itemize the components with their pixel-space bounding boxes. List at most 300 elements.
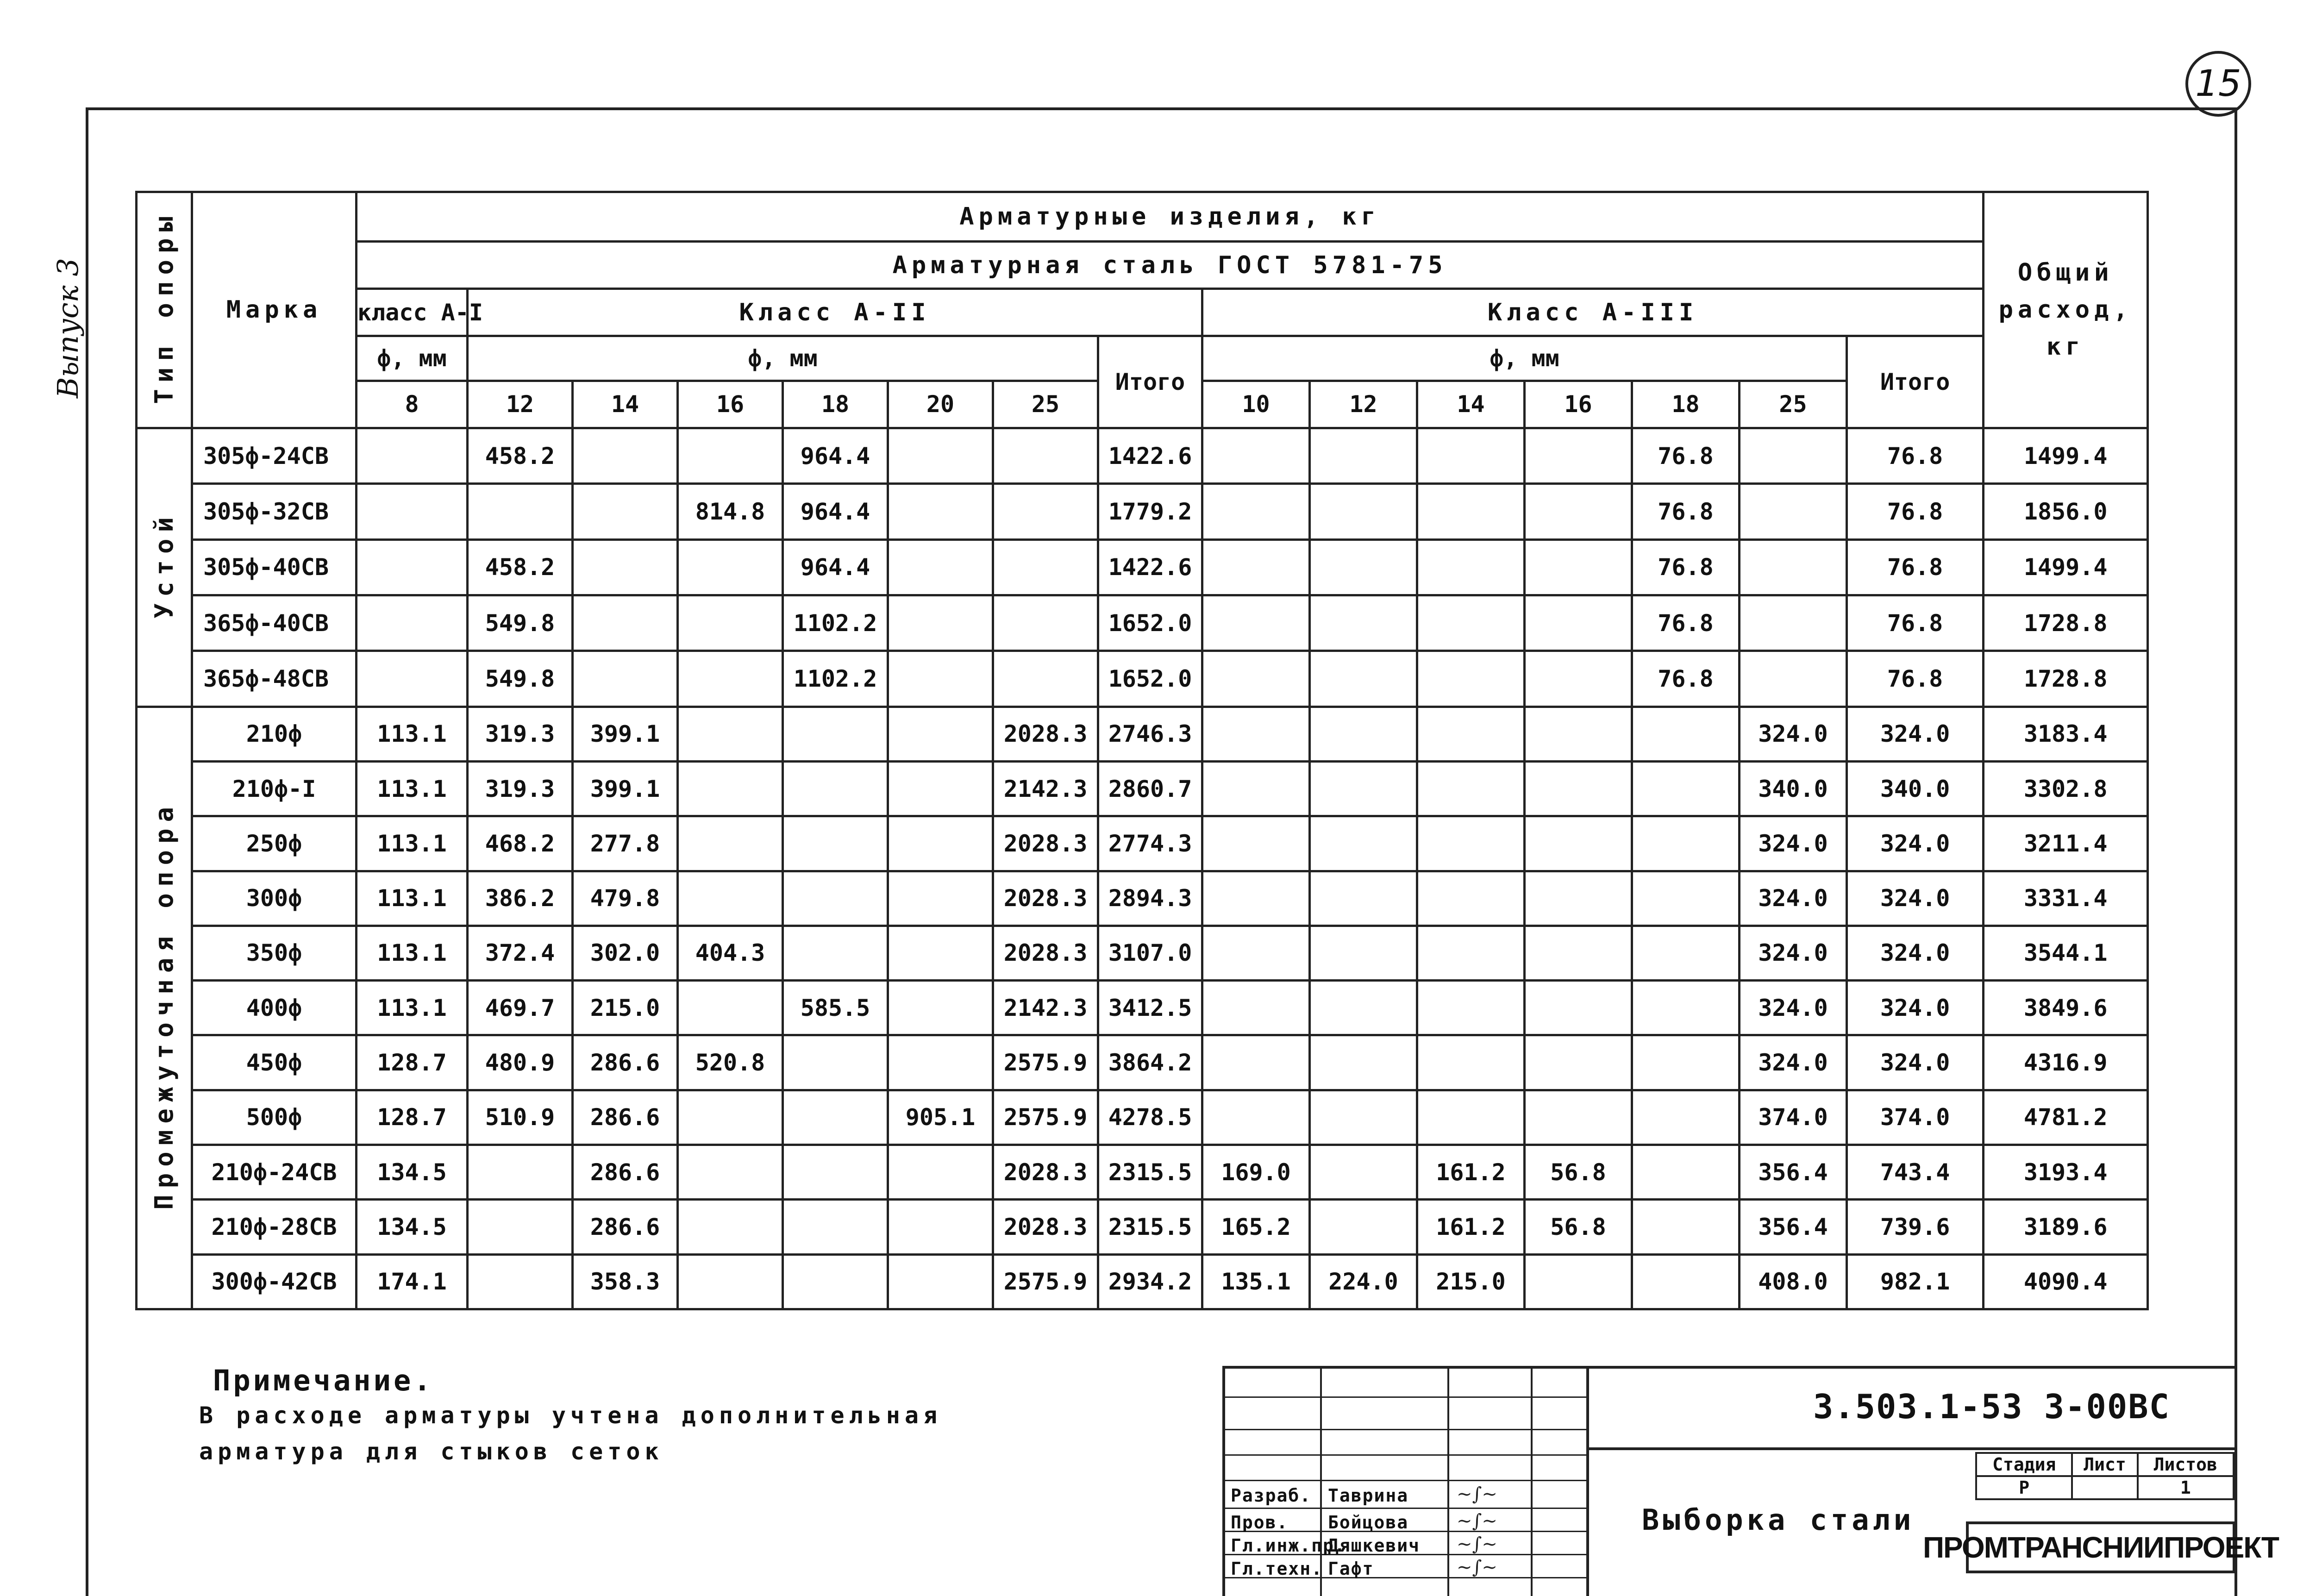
diameter-a1: 8 [357, 381, 468, 428]
overall-total: 3189.6 [1984, 1200, 2148, 1254]
col-type-header: Тип опоры [137, 192, 192, 428]
cell-a2 [678, 595, 783, 651]
cell-a2: 2575.9 [993, 1035, 1098, 1090]
cell-a3 [1310, 1145, 1417, 1200]
cell-a1: 113.1 [357, 761, 468, 816]
cell-a3: 324.0 [1740, 871, 1847, 926]
diameter-a3: 10 [1202, 381, 1310, 428]
total-a3: 76.8 [1847, 595, 1984, 651]
table-row [137, 595, 2148, 651]
cell-a2 [573, 484, 678, 539]
total-a3: 982.1 [1847, 1254, 1984, 1309]
mark-cell: 500ф [192, 1090, 357, 1145]
cell-a3 [1417, 926, 1525, 980]
header-phi-3: ф, мм [1202, 336, 1847, 381]
cell-a3 [1525, 1035, 1632, 1090]
cell-a2: 549.8 [468, 651, 573, 707]
cell-a3 [1202, 595, 1310, 651]
cell-a3 [1310, 926, 1417, 980]
total-a3: 76.8 [1847, 428, 1984, 483]
signature-icon: ~∫~ [1457, 1533, 1497, 1555]
overall-total: 3331.4 [1984, 871, 2148, 926]
cell-a3 [1202, 484, 1310, 539]
header-total-2: Итого [1098, 336, 1202, 428]
cell-a3 [1310, 761, 1417, 816]
diameter-a2: 14 [573, 381, 678, 428]
total-a3: 324.0 [1847, 707, 1984, 761]
overall-total: 3544.1 [1984, 926, 2148, 980]
cell-a2: 319.3 [468, 761, 573, 816]
cell-a3: 356.4 [1740, 1145, 1847, 1200]
mark-cell: 365ф-48СВ [192, 651, 357, 707]
header-top: Арматурные изделия, кг [357, 192, 1984, 242]
total-a2: 1652.0 [1098, 595, 1202, 651]
cell-a3 [1310, 651, 1417, 707]
cell-a1: 134.5 [357, 1200, 468, 1254]
cell-a3 [1632, 1035, 1740, 1090]
cell-a2 [573, 539, 678, 595]
header-class1: класс А-I [357, 289, 468, 336]
diameter-a3: 18 [1632, 381, 1740, 428]
total-a2: 3412.5 [1098, 981, 1202, 1035]
cell-a2: 2028.3 [993, 816, 1098, 871]
cell-a2: 2142.3 [993, 981, 1098, 1035]
cell-a3 [1417, 484, 1525, 539]
total-a2: 2746.3 [1098, 707, 1202, 761]
cell-a3 [1310, 1090, 1417, 1145]
sheets-header: Листов [2138, 1453, 2234, 1476]
table-row [137, 1254, 2148, 1309]
cell-a3 [1310, 484, 1417, 539]
total-a3: 324.0 [1847, 926, 1984, 980]
cell-a3: 169.0 [1202, 1145, 1310, 1200]
diameter-a3: 14 [1417, 381, 1525, 428]
mark-cell: 305ф-40СВ [192, 539, 357, 595]
cell-a3 [1202, 816, 1310, 871]
cell-a3 [1310, 1035, 1417, 1090]
cell-a3 [1202, 539, 1310, 595]
cell-a3: 76.8 [1632, 428, 1740, 483]
sheet-header: Лист [2072, 1453, 2137, 1476]
cell-a3 [1525, 539, 1632, 595]
cell-a2 [783, 926, 888, 980]
header-steel: Арматурная сталь ГОСТ 5781-75 [357, 242, 1984, 289]
cell-a3 [1310, 707, 1417, 761]
support-type: Устой [137, 428, 192, 707]
stamp-name: Таврина [1328, 1485, 1409, 1506]
cell-a3: 324.0 [1740, 981, 1847, 1035]
cell-a3 [1632, 1254, 1740, 1309]
overall-total: 4781.2 [1984, 1090, 2148, 1145]
cell-a2 [888, 816, 993, 871]
cell-a2 [783, 871, 888, 926]
cell-a2 [888, 761, 993, 816]
cell-a3 [1310, 871, 1417, 926]
cell-a2 [678, 1200, 783, 1254]
cell-a3 [1202, 926, 1310, 980]
cell-a2: 2028.3 [993, 1145, 1098, 1200]
total-a2: 1779.2 [1098, 484, 1202, 539]
diameter-a2: 20 [888, 381, 993, 428]
cell-a2: 302.0 [573, 926, 678, 980]
total-a3: 76.8 [1847, 651, 1984, 707]
cell-a2: 286.6 [573, 1145, 678, 1200]
overall-total: 3183.4 [1984, 707, 2148, 761]
note-title: Примечание. [213, 1364, 434, 1397]
cell-a3 [1417, 651, 1525, 707]
cell-a3 [1525, 1090, 1632, 1145]
mark-cell: 305ф-32СВ [192, 484, 357, 539]
cell-a2 [573, 428, 678, 483]
cell-a2: 480.9 [468, 1035, 573, 1090]
cell-a2 [888, 428, 993, 483]
cell-a3 [1525, 595, 1632, 651]
overall-total: 1728.8 [1984, 595, 2148, 651]
mark-cell: 210ф-I [192, 761, 357, 816]
cell-a3: 408.0 [1740, 1254, 1847, 1309]
total-a2: 2315.5 [1098, 1200, 1202, 1254]
table-row [137, 981, 2148, 1035]
cell-a3 [1310, 595, 1417, 651]
cell-a2 [888, 595, 993, 651]
cell-a2 [573, 595, 678, 651]
sheet-value [2072, 1476, 2137, 1499]
cell-a3: 76.8 [1632, 539, 1740, 595]
cell-a3: 165.2 [1202, 1200, 1310, 1254]
cell-a2: 549.8 [468, 595, 573, 651]
mark-cell: 210ф [192, 707, 357, 761]
cell-a2: 399.1 [573, 761, 678, 816]
cell-a3 [1202, 428, 1310, 483]
total-a3: 76.8 [1847, 484, 1984, 539]
cell-a3 [1202, 1035, 1310, 1090]
cell-a2 [993, 595, 1098, 651]
cell-a3 [1632, 816, 1740, 871]
cell-a2: 286.6 [573, 1035, 678, 1090]
cell-a2 [783, 816, 888, 871]
cell-a3: 161.2 [1417, 1200, 1525, 1254]
cell-a3 [1310, 539, 1417, 595]
cell-a2 [468, 1254, 573, 1309]
cell-a2: 964.4 [783, 484, 888, 539]
total-a3: 374.0 [1847, 1090, 1984, 1145]
cell-a2 [783, 1090, 888, 1145]
note-text [199, 1397, 942, 1470]
mark-cell: 300ф-42СВ [192, 1254, 357, 1309]
cell-a3: 374.0 [1740, 1090, 1847, 1145]
cell-a3 [1632, 1090, 1740, 1145]
cell-a3 [1202, 761, 1310, 816]
mark-cell: 400ф [192, 981, 357, 1035]
header-class3: Класс А-III [1202, 289, 1984, 336]
stamp-role: Разраб. [1231, 1485, 1312, 1506]
page-number: 15 [2185, 51, 2251, 117]
stamp-name: Дяшкевич [1328, 1535, 1421, 1556]
cell-a3: 76.8 [1632, 595, 1740, 651]
cell-a2: 814.8 [678, 484, 783, 539]
overall-total: 1728.8 [1984, 651, 2148, 707]
total-a2: 3864.2 [1098, 1035, 1202, 1090]
cell-a2 [678, 539, 783, 595]
overall-total: 3849.6 [1984, 981, 2148, 1035]
cell-a2 [993, 651, 1098, 707]
total-a2: 2894.3 [1098, 871, 1202, 926]
cell-a2 [783, 1200, 888, 1254]
cell-a3 [1525, 926, 1632, 980]
cell-a2 [888, 539, 993, 595]
cell-a3: 76.8 [1632, 484, 1740, 539]
header-total-3: Итого [1847, 336, 1984, 428]
cell-a1 [357, 595, 468, 651]
cell-a2 [678, 761, 783, 816]
cell-a1: 113.1 [357, 707, 468, 761]
cell-a1: 128.7 [357, 1035, 468, 1090]
total-a3: 739.6 [1847, 1200, 1984, 1254]
overall-total: 3193.4 [1984, 1145, 2148, 1200]
total-a3: 324.0 [1847, 871, 1984, 926]
cell-a3 [1525, 1254, 1632, 1309]
cell-a2 [888, 1035, 993, 1090]
cell-a3 [1417, 871, 1525, 926]
issue-label: Выпуск 3 [51, 258, 85, 398]
cell-a2: 277.8 [573, 816, 678, 871]
total-a2: 3107.0 [1098, 926, 1202, 980]
cell-a2: 585.5 [783, 981, 888, 1035]
overall-total: 3211.4 [1984, 816, 2148, 871]
cell-a2: 469.7 [468, 981, 573, 1035]
col-mark-header: Марка [192, 192, 357, 428]
cell-a3 [1202, 871, 1310, 926]
cell-a3: 324.0 [1740, 816, 1847, 871]
cell-a2 [678, 1254, 783, 1309]
doc-title: Выборка стали [1642, 1503, 1915, 1537]
cell-a3: 356.4 [1740, 1200, 1847, 1254]
support-type: Промежуточная опора [137, 707, 192, 1309]
cell-a2: 1102.2 [783, 651, 888, 707]
sheet-info [1975, 1452, 2234, 1500]
diameter-a3: 16 [1525, 381, 1632, 428]
cell-a3: 324.0 [1740, 926, 1847, 980]
cell-a2 [888, 707, 993, 761]
title-block [1222, 1366, 2279, 1596]
cell-a1: 113.1 [357, 981, 468, 1035]
cell-a2: 358.3 [573, 1254, 678, 1309]
cell-a2: 404.3 [678, 926, 783, 980]
cell-a2: 215.0 [573, 981, 678, 1035]
stage-value: Р [1976, 1476, 2072, 1499]
table-row [137, 707, 2148, 761]
cell-a1 [357, 484, 468, 539]
cell-a2: 2575.9 [993, 1254, 1098, 1309]
cell-a3: 224.0 [1310, 1254, 1417, 1309]
cell-a3: 135.1 [1202, 1254, 1310, 1309]
cell-a2 [783, 707, 888, 761]
table-row [137, 1035, 2148, 1090]
cell-a2 [888, 926, 993, 980]
cell-a3 [1417, 595, 1525, 651]
table-row [137, 871, 2148, 926]
mark-cell: 250ф [192, 816, 357, 871]
cell-a3 [1525, 707, 1632, 761]
diameter-a2: 16 [678, 381, 783, 428]
signature-icon: ~∫~ [1457, 1557, 1497, 1578]
cell-a2: 520.8 [678, 1035, 783, 1090]
cell-a2: 905.1 [888, 1090, 993, 1145]
cell-a2 [468, 484, 573, 539]
cell-a3 [1525, 981, 1632, 1035]
cell-a2 [678, 816, 783, 871]
stamp-name: Гафт [1328, 1558, 1374, 1579]
cell-a3: 76.8 [1632, 651, 1740, 707]
cell-a3 [1525, 761, 1632, 816]
cell-a2: 964.4 [783, 539, 888, 595]
cell-a2: 458.2 [468, 539, 573, 595]
cell-a2 [888, 651, 993, 707]
cell-a2 [993, 428, 1098, 483]
mark-cell: 300ф [192, 871, 357, 926]
total-a2: 2315.5 [1098, 1145, 1202, 1200]
cell-a1: 113.1 [357, 816, 468, 871]
overall-total: 1856.0 [1984, 484, 2148, 539]
cell-a2 [468, 1200, 573, 1254]
header-phi-2: ф, мм [468, 336, 1098, 381]
cell-a2 [888, 484, 993, 539]
cell-a3: 340.0 [1740, 761, 1847, 816]
diameter-a3: 25 [1740, 381, 1847, 428]
cell-a2: 2575.9 [993, 1090, 1098, 1145]
total-a2: 1652.0 [1098, 651, 1202, 707]
mark-cell: 210ф-24СВ [192, 1145, 357, 1200]
cell-a1: 174.1 [357, 1254, 468, 1309]
cell-a1: 113.1 [357, 871, 468, 926]
stamp-role: Гл.техн. [1231, 1558, 1323, 1579]
cell-a2 [993, 539, 1098, 595]
cell-a2 [888, 871, 993, 926]
cell-a2: 1102.2 [783, 595, 888, 651]
cell-a2: 286.6 [573, 1090, 678, 1145]
cell-a3 [1632, 926, 1740, 980]
cell-a2 [888, 1200, 993, 1254]
sheets-value: 1 [2138, 1476, 2234, 1499]
table-row [137, 539, 2148, 595]
total-a2: 2774.3 [1098, 816, 1202, 871]
cell-a3 [1632, 707, 1740, 761]
cell-a3 [1632, 981, 1740, 1035]
diameter-a2: 12 [468, 381, 573, 428]
cell-a2 [678, 981, 783, 1035]
cell-a2 [468, 1145, 573, 1200]
cell-a1: 113.1 [357, 926, 468, 980]
cell-a2: 399.1 [573, 707, 678, 761]
cell-a3 [1525, 871, 1632, 926]
stamp-role: Пров. [1231, 1512, 1289, 1533]
cell-a2: 286.6 [573, 1200, 678, 1254]
total-a2: 2860.7 [1098, 761, 1202, 816]
col-overall-header: Общий расход, кг [1984, 192, 2148, 428]
signature-icon: ~∫~ [1457, 1510, 1497, 1532]
cell-a3: 324.0 [1740, 707, 1847, 761]
table-row [137, 761, 2148, 816]
cell-a3: 215.0 [1417, 1254, 1525, 1309]
cell-a2 [993, 484, 1098, 539]
cell-a2 [888, 1254, 993, 1309]
cell-a3 [1310, 1200, 1417, 1254]
cell-a2: 2028.3 [993, 871, 1098, 926]
cell-a3 [1632, 871, 1740, 926]
total-a2: 1422.6 [1098, 428, 1202, 483]
stamp-name: Бойцова [1328, 1512, 1409, 1533]
table-row [137, 1200, 2148, 1254]
overall-total: 1499.4 [1984, 539, 2148, 595]
cell-a3: 324.0 [1740, 1035, 1847, 1090]
cell-a3: 56.8 [1525, 1145, 1632, 1200]
header-class2: Класс А-II [468, 289, 1202, 336]
cell-a1 [357, 428, 468, 483]
total-a3: 324.0 [1847, 1035, 1984, 1090]
cell-a1: 134.5 [357, 1145, 468, 1200]
table-row [137, 428, 2148, 483]
cell-a1 [357, 651, 468, 707]
cell-a2: 458.2 [468, 428, 573, 483]
doc-code: 3.503.1-53 3-00ВС [1813, 1387, 2170, 1426]
mark-cell: 450ф [192, 1035, 357, 1090]
total-a3: 743.4 [1847, 1145, 1984, 1200]
cell-a2: 468.2 [468, 816, 573, 871]
table-row [137, 1145, 2148, 1200]
total-a2: 2934.2 [1098, 1254, 1202, 1309]
cell-a3 [1632, 1200, 1740, 1254]
cell-a3 [1740, 484, 1847, 539]
table-row [137, 484, 2148, 539]
diameter-a3: 12 [1310, 381, 1417, 428]
cell-a2 [783, 1145, 888, 1200]
overall-total: 4090.4 [1984, 1254, 2148, 1309]
cell-a3 [1525, 484, 1632, 539]
cell-a2 [888, 1145, 993, 1200]
cell-a3 [1310, 428, 1417, 483]
cell-a2: 510.9 [468, 1090, 573, 1145]
cell-a3 [1525, 816, 1632, 871]
mark-cell: 210ф-28СВ [192, 1200, 357, 1254]
diameter-a2: 18 [783, 381, 888, 428]
cell-a3 [1740, 539, 1847, 595]
cell-a3 [1202, 651, 1310, 707]
cell-a2 [783, 1254, 888, 1309]
cell-a1: 128.7 [357, 1090, 468, 1145]
cell-a2: 964.4 [783, 428, 888, 483]
cell-a3 [1417, 1090, 1525, 1145]
cell-a3 [1740, 428, 1847, 483]
cell-a3 [1525, 651, 1632, 707]
cell-a3 [1417, 816, 1525, 871]
cell-a2 [678, 871, 783, 926]
overall-total: 4316.9 [1984, 1035, 2148, 1090]
cell-a2 [678, 1090, 783, 1145]
overall-total: 3302.8 [1984, 761, 2148, 816]
cell-a3 [1417, 761, 1525, 816]
cell-a2 [678, 707, 783, 761]
cell-a2: 319.3 [468, 707, 573, 761]
cell-a3 [1632, 1145, 1740, 1200]
cell-a2 [783, 761, 888, 816]
cell-a3 [1525, 428, 1632, 483]
signature-icon: ~∫~ [1457, 1483, 1497, 1505]
table-row [137, 926, 2148, 980]
cell-a2 [888, 981, 993, 1035]
stamp-role: Гл.инж.пр. [1231, 1535, 1346, 1556]
cell-a2: 372.4 [468, 926, 573, 980]
table-row [137, 816, 2148, 871]
